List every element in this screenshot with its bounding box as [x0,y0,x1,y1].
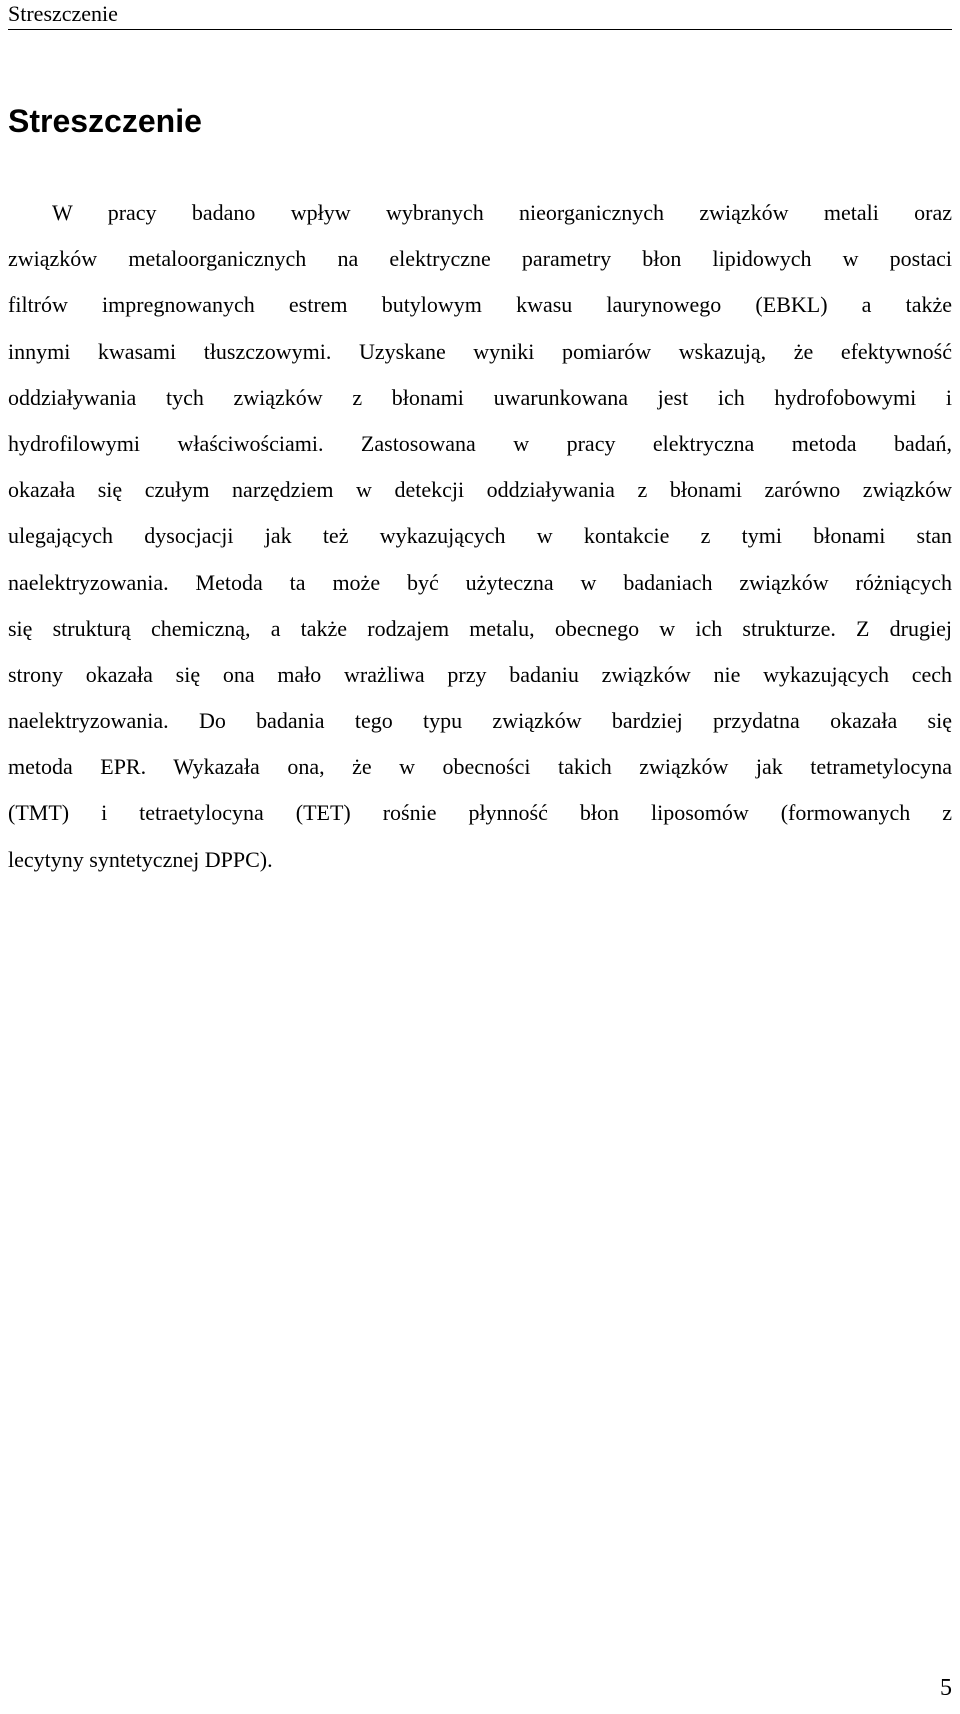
abstract-line: naelektryzowania. Metoda ta może być użyteczna w badaniach związków różniących [8,569,952,595]
abstract-line: lecytyny syntetycznej DPPC). [8,846,273,872]
abstract-line: innymi kwasami tłuszczowymi. Uzyskane wyniki pomiarów wskazują, że efektywność [8,338,952,364]
running-header-title: Streszczenie [8,1,118,26]
abstract-line: naelektryzowania. Do badania tego typu związków bardziej przydatna okazała się [8,708,952,734]
abstract-line: związków metaloorganicznych na elektryczne parametry błon lipidowych w postaci [8,246,952,272]
abstract-line: metoda EPR. Wykazała ona, że w obecności takich związków jak tetrametylocyna [8,754,952,780]
abstract-line: strony okazała się ona mało wrażliwa przy badaniu związków nie wykazujących cech [8,661,952,687]
abstract-line: oddziaływania tych związków z błonami uwarunkowana jest ich hydrofobowymi i [8,384,952,410]
page-number: 5 [940,1675,952,1701]
abstract-line: (TMT) i tetraetylocyna (TET) rośnie płynność błon liposomów (formowanych z [8,800,952,826]
abstract-line: ulegających dysocjacji jak też wykazujących w kontakcie z tymi błonami stan [8,523,952,549]
abstract-line: się strukturą chemiczną, a także rodzajem metalu, obecnego w ich strukturze. Z drugiej [8,615,952,641]
section-title: Streszczenie [8,103,202,139]
abstract-line: okazała się czułym narzędziem w detekcji oddziaływania z błonami zarówno związków [8,477,952,503]
abstract-line: W pracy badano wpływ wybranych nieorganicznych związków metali oraz [52,200,952,225]
abstract-paragraph [8,190,952,883]
abstract-line: filtrów impregnowanych estrem butylowym kwasu laurynowego (EBKL) a także [8,292,952,318]
running-header [8,0,952,30]
abstract-line: hydrofilowymi właściwościami. Zastosowana w pracy elektryczna metoda badań, [8,430,952,456]
